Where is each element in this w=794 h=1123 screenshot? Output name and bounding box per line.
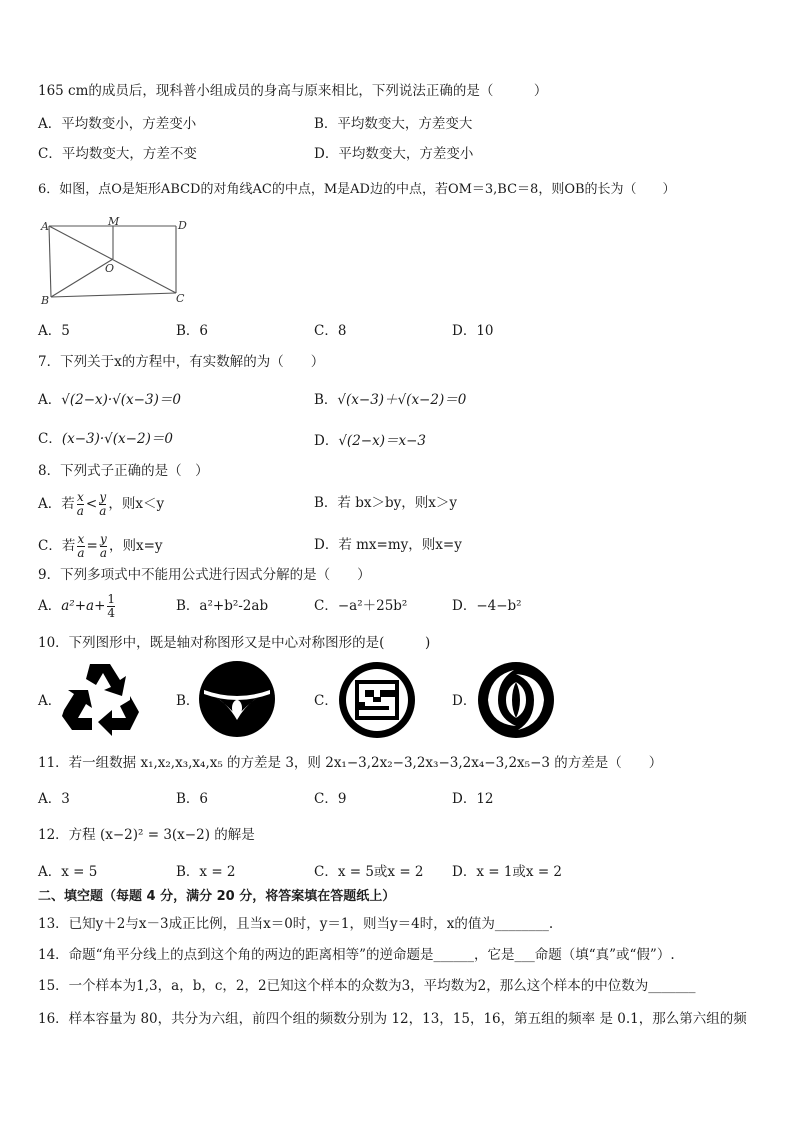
q12-stem: 12．方程 (x−2)² = 3(x−2) 的解是	[38, 827, 255, 843]
circle-v-logo-icon	[198, 660, 276, 738]
q8-c-equals: =	[86, 538, 98, 554]
q8-c-frac-left: $\frac{x}{a}$	[77, 532, 85, 560]
q7-stem: 7．下列关于x的方程中，有实数解的为（ ）	[38, 354, 325, 370]
q8-c-tail: ，则x=y	[108, 538, 163, 554]
q8-option-d: D．若 mx=my，则x=y	[314, 537, 462, 553]
q7-b-expr: √(x−3)＋√(x−2)＝0	[337, 392, 467, 408]
q9-a-fraction	[107, 593, 115, 620]
q11-option-c: C．9	[314, 791, 347, 807]
q11-stem: 11．若一组数据 x₁,x₂,x₃,x₄,x₅ 的方差是 3，则 2x₁−3,2x₂−3,2x₃−3,2x₄−3,2x₅−3 的方差是（ ）	[38, 755, 663, 771]
q6-rectangle-figure	[38, 214, 198, 306]
q11-option-a: A．3	[38, 791, 70, 807]
q7-b-label: B．	[314, 392, 338, 408]
q9-option-c: C．−a²＋25b²	[314, 598, 408, 614]
q6-option-d: D．10	[452, 323, 494, 339]
q7-c-expr: (x−3)·√(x−2)＝0	[61, 431, 173, 447]
q9-a-label: A．	[38, 598, 62, 614]
fig-label-d: D	[178, 219, 187, 232]
q5-stem-tail: 165 cm的成员后，现科普小组成员的身高与原来相比，下列说法正确的是（ ）	[38, 83, 548, 99]
q5-option-c: C．平均数变大，方差不变	[38, 146, 197, 162]
q9-option-b: B．a²+b²-2ab	[176, 598, 269, 614]
q6-option-a: A．5	[38, 323, 70, 339]
q8-a-label: A．若	[38, 496, 75, 512]
q9-option-d: D．−4−b²	[452, 598, 522, 614]
q9-a-frac-num: 1	[107, 592, 116, 606]
q10-stem: 10．下列图形中，既是轴对称图形又是中心对称图形的是( )	[38, 635, 431, 651]
q6-stem: 6．如图，点O是矩形ABCD的对角线AC的中点，M是AD边的中点，若OM＝3,BC＝8，则OB的长为（ ）	[38, 182, 676, 197]
q9-stem: 9．下列多项式中不能用公式进行因式分解的是（ ）	[38, 567, 371, 583]
q8-a-less-than: <	[85, 496, 98, 512]
q13-stem: 13．已知y＋2与x－3成正比例，且当x＝0时，y＝1，则当y＝4时，x的值为________.	[38, 916, 554, 932]
q12-option-b: B．x = 2	[176, 864, 236, 880]
q7-a-expr: √(2−x)·√(x−3)＝0	[61, 392, 181, 408]
q8-c-frac-right: $\frac{y}{a}$	[99, 532, 107, 560]
fig-label-m: M	[108, 215, 120, 228]
q10-option-a-label: A．	[38, 693, 62, 709]
q8-a-frac-left: $\frac{x}{a}$	[76, 490, 84, 518]
q10-option-c-label: C．	[314, 693, 338, 709]
q7-option-b	[314, 391, 466, 409]
q6-option-b: B．6	[176, 323, 209, 339]
q14-stem: 14．命题“角平分线上的点到这个角的两边的距离相等”的逆命题是______，它是___命题（填“真”或“假”）.	[38, 947, 675, 963]
fig-label-o: O	[105, 262, 115, 275]
q8-a-frac-right: $\frac{y}{a}$	[99, 490, 107, 518]
q12-option-d: D．x = 1或x = 2	[452, 864, 563, 880]
q16-stem: 16．样本容量为 80，共分为六组，前四个组的频数分别为 12，13，15，16，第五组的频率 是 0.1，那么第六组的频	[38, 1011, 747, 1027]
fig-label-b: B	[41, 294, 50, 306]
q8-c-label: C．若	[38, 538, 76, 554]
q12-option-c: C．x = 5或x = 2	[314, 864, 424, 880]
q9-a-frac-den: 4	[107, 606, 116, 620]
q5-option-b: B．平均数变大，方差变大	[314, 116, 473, 132]
q5-option-d: D．平均数变大，方差变小	[314, 146, 474, 162]
q7-option-c	[38, 430, 173, 448]
q6-option-c: C．8	[314, 323, 347, 339]
q12-option-a: A．x = 5	[38, 864, 98, 880]
q7-d-expr: √(2−x)＝x−3	[338, 433, 426, 449]
q15-stem: 15．一个样本为1,3，a，b，c，2，2已知这个样本的众数为3，平均数为2，那么这个样本的中位数为_______	[38, 978, 696, 994]
q11-option-b: B．6	[176, 791, 209, 807]
q5-option-a: A．平均数变小，方差变小	[38, 116, 197, 132]
q7-d-label: D．	[314, 433, 339, 449]
q7-option-d	[314, 432, 426, 450]
q7-a-label: A．	[38, 392, 62, 408]
fig-label-c: C	[176, 292, 185, 305]
bank-emblem-icon	[337, 660, 417, 740]
q8-stem: 8．下列式子正确的是（ ）	[38, 463, 209, 479]
section-2-heading: 二、填空题（每题 4 分，满分 20 分，将答案填在答题纸上）	[38, 889, 396, 904]
q9-a-expr: a²+a+	[61, 598, 106, 614]
q8-option-c	[38, 528, 163, 564]
q8-a-tail: ，则x＜y	[108, 496, 165, 512]
q7-c-label: C．	[38, 431, 62, 447]
swirl-circle-logo-icon	[476, 660, 556, 740]
q10-option-b-label: B．	[176, 693, 200, 709]
q10-option-d-label: D．	[452, 693, 477, 709]
q7-option-a	[38, 391, 181, 409]
q8-option-a	[38, 486, 164, 522]
fig-label-a: A	[41, 220, 49, 233]
q9-option-a	[38, 588, 117, 624]
q11-option-d: D．12	[452, 791, 494, 807]
recycle-icon	[60, 660, 140, 738]
q8-option-b: B．若 bx＞by，则x＞y	[314, 495, 457, 511]
